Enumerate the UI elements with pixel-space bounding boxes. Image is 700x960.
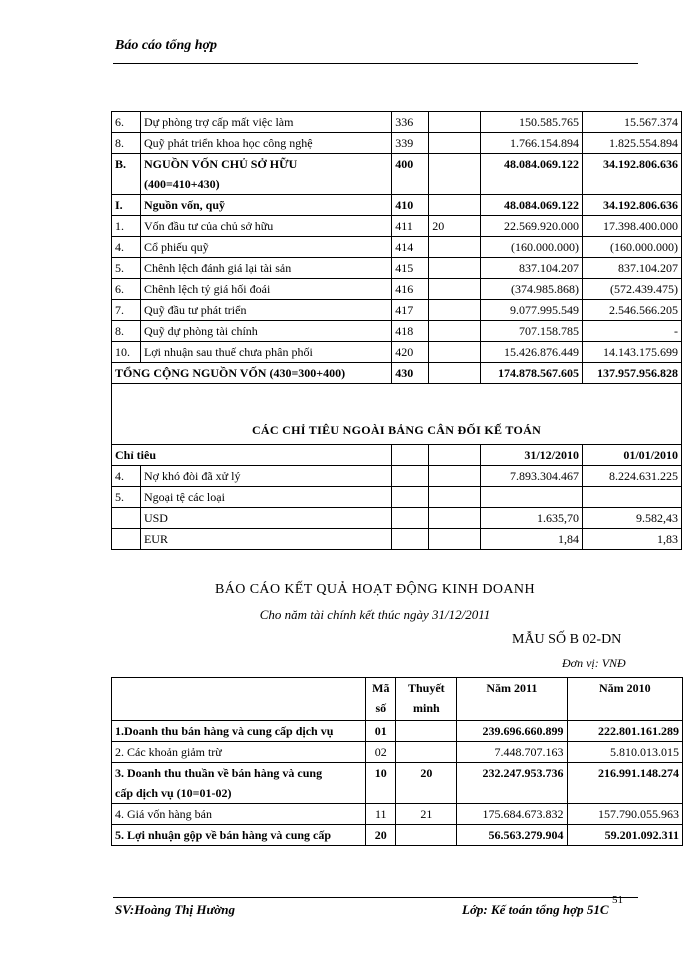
off-balance-value-begin (583, 487, 682, 508)
off-balance-code (392, 466, 429, 487)
income-code: 01 (366, 721, 396, 742)
income-value-2011: 175.684.673.832 (457, 804, 567, 825)
income-label (112, 721, 366, 742)
income-row (112, 763, 683, 804)
off-balance-label: Nợ khó đòi đã xử lý (140, 466, 391, 487)
row-note (429, 112, 481, 133)
balance-row (112, 154, 682, 195)
row-label (140, 195, 391, 216)
income-value-2011: 7.448.707.163 (457, 742, 567, 763)
income-row (112, 721, 683, 742)
row-code: 400 (392, 154, 429, 195)
row-note (429, 279, 481, 300)
income-value-2010: 5.810.013.015 (567, 742, 682, 763)
row-label-line1: Chênh lệch tỷ giá hối đoái (143, 282, 271, 296)
row-number: 4. (112, 237, 141, 258)
row-code: 418 (392, 321, 429, 342)
total-value-end: 174.878.567.605 (481, 363, 583, 384)
row-code: 415 (392, 258, 429, 279)
footer-divider (113, 897, 638, 898)
header-divider (113, 63, 638, 64)
income-label-line1: 5. Lợi nhuận gộp về bán hàng và cung cấp (115, 828, 332, 842)
total-value-begin: 137.957.956.828 (583, 363, 682, 384)
row-code: 410 (392, 195, 429, 216)
row-value-end: (160.000.000) (481, 237, 583, 258)
off-balance-value-end: 7.893.304.467 (481, 466, 583, 487)
income-value-2011: 56.563.279.904 (457, 825, 567, 846)
balance-row (112, 112, 682, 133)
row-value-begin: 34.192.806.636 (583, 154, 682, 195)
income-label-line1: 3. Doanh thu thuần về bán hàng và cung (115, 766, 323, 780)
row-value-end: 1.766.154.894 (481, 133, 583, 154)
off-balance-number: 4. (112, 466, 141, 487)
income-note: 21 (396, 804, 457, 825)
off-balance-label: EUR (140, 529, 391, 550)
row-value-end: 22.569.920.000 (481, 216, 583, 237)
income-note (396, 742, 457, 763)
total-code: 430 (392, 363, 429, 384)
row-code: 411 (392, 216, 429, 237)
income-note: 20 (396, 763, 457, 804)
balance-sheet-table (111, 111, 682, 550)
row-label-line1: Vốn đầu tư của chủ sở hữu (143, 219, 274, 233)
off-balance-header-code (392, 445, 429, 466)
row-value-begin: 837.104.207 (583, 258, 682, 279)
row-number: 7. (112, 300, 141, 321)
row-note (429, 342, 481, 363)
row-note (429, 195, 481, 216)
row-value-end: 15.426.876.449 (481, 342, 583, 363)
total-row (112, 363, 682, 384)
header-code (366, 678, 396, 721)
header-year-2010: Năm 2010 (567, 678, 682, 721)
row-label-line1: Dự phòng trợ cấp mất việc làm (143, 115, 294, 129)
income-header-row (112, 678, 683, 721)
row-note: 20 (429, 216, 481, 237)
income-code: 10 (366, 763, 396, 804)
off-balance-note (429, 487, 481, 508)
row-number: 1. (112, 216, 141, 237)
row-value-end: 150.585.765 (481, 112, 583, 133)
income-row (112, 742, 683, 763)
row-number: 10. (112, 342, 141, 363)
row-label-line1: Quỹ đầu tư phát triển (143, 303, 247, 317)
income-label-line2: cấp dịch vụ (10=01-02) (115, 786, 232, 800)
off-balance-value-begin: 8.224.631.225 (583, 466, 682, 487)
row-value-end: 707.158.785 (481, 321, 583, 342)
balance-row (112, 195, 682, 216)
balance-row (112, 133, 682, 154)
header-code-line1: Mã (372, 681, 390, 695)
row-code: 417 (392, 300, 429, 321)
income-statement-table (111, 677, 683, 846)
row-label (140, 300, 391, 321)
balance-row (112, 237, 682, 258)
row-value-begin: 17.398.400.000 (583, 216, 682, 237)
row-value-begin: 34.192.806.636 (583, 195, 682, 216)
income-label (112, 804, 366, 825)
row-label (140, 321, 391, 342)
off-balance-note (429, 508, 481, 529)
row-value-end: 48.084.069.122 (481, 154, 583, 195)
off-balance-row (112, 508, 682, 529)
row-code: 416 (392, 279, 429, 300)
income-label (112, 763, 366, 804)
row-note (429, 258, 481, 279)
income-value-2010: 216.991.148.274 (567, 763, 682, 804)
header-note-line1: Thuyết (407, 681, 445, 695)
row-note (429, 300, 481, 321)
off-balance-code (392, 487, 429, 508)
income-label-line1: 1.Doanh thu bán hàng và cung cấp dịch vụ (115, 724, 334, 738)
row-label-line1: Nguồn vốn, quỹ (143, 198, 226, 212)
row-label-line1: Lợi nhuận sau thuế chưa phân phối (143, 345, 313, 359)
row-number: 6. (112, 112, 141, 133)
row-value-end: 837.104.207 (481, 258, 583, 279)
balance-row (112, 279, 682, 300)
off-balance-value-begin: 9.582,43 (583, 508, 682, 529)
income-row (112, 825, 683, 846)
off-balance-code (392, 529, 429, 550)
off-balance-value-begin: 1,83 (583, 529, 682, 550)
row-number: 8. (112, 133, 141, 154)
income-label (112, 742, 366, 763)
row-label (140, 258, 391, 279)
income-value-2011: 239.696.660.899 (457, 721, 567, 742)
row-number: I. (112, 195, 141, 216)
page-number: 51 (612, 894, 623, 906)
off-balance-label: Ngoại tệ các loại (140, 487, 391, 508)
off-balance-note (429, 529, 481, 550)
income-value-2010: 222.801.161.289 (567, 721, 682, 742)
off-balance-note (429, 466, 481, 487)
header-note-line2: minh (412, 701, 440, 715)
off-balance-value-end (481, 487, 583, 508)
row-value-begin: 1.825.554.894 (583, 133, 682, 154)
income-code: 20 (366, 825, 396, 846)
income-code: 02 (366, 742, 396, 763)
row-label (140, 154, 391, 195)
off-balance-header-begin: 01/01/2010 (583, 445, 682, 466)
row-number: 6. (112, 279, 141, 300)
currency-unit: Đơn vị: VNĐ (562, 656, 626, 670)
row-label-line1: Quỹ phát triển khoa học công nghệ (143, 136, 313, 150)
off-balance-title-row (112, 384, 682, 445)
off-balance-header-row (112, 445, 682, 466)
row-note (429, 133, 481, 154)
report-subtitle: Cho năm tài chính kết thúc ngày 31/12/2011 (259, 607, 491, 622)
row-value-begin: (160.000.000) (583, 237, 682, 258)
income-value-2010: 157.790.055.963 (567, 804, 682, 825)
row-value-end: 48.084.069.122 (481, 195, 583, 216)
income-label-line1: 4. Giá vốn hàng bán (115, 807, 212, 821)
income-row (112, 804, 683, 825)
header-note (396, 678, 457, 721)
balance-row (112, 321, 682, 342)
off-balance-row (112, 466, 682, 487)
row-label-line1: NGUỒN VỐN CHỦ SỞ HỮU (143, 157, 298, 171)
row-note (429, 321, 481, 342)
income-label-line1: 2. Các khoản giảm trừ (115, 745, 222, 759)
off-balance-number (112, 508, 141, 529)
row-value-begin: 14.143.175.699 (583, 342, 682, 363)
row-number: 8. (112, 321, 141, 342)
off-balance-row (112, 529, 682, 550)
off-balance-number (112, 529, 141, 550)
income-note (396, 825, 457, 846)
income-label (112, 825, 366, 846)
row-label-line1: Cổ phiếu quỹ (143, 240, 209, 254)
row-value-end: (374.985.868) (481, 279, 583, 300)
row-value-end: 9.077.995.549 (481, 300, 583, 321)
income-value-2011: 232.247.953.736 (457, 763, 567, 804)
footer-class: Lớp: Kế toán tổng hợp 51C (462, 902, 609, 917)
row-note (429, 154, 481, 195)
off-balance-code (392, 508, 429, 529)
row-note (429, 237, 481, 258)
row-label (140, 112, 391, 133)
balance-row (112, 216, 682, 237)
off-balance-header-end: 31/12/2010 (481, 445, 583, 466)
form-number: MẪU SỐ B 02-DN (512, 632, 622, 647)
row-number: B. (112, 154, 141, 195)
row-label-line1: Chênh lệch đánh giá lại tài sản (143, 261, 292, 275)
row-value-begin: 15.567.374 (583, 112, 682, 133)
row-number: 5. (112, 258, 141, 279)
balance-row (112, 342, 682, 363)
header-year-2011: Năm 2011 (457, 678, 567, 721)
off-balance-row (112, 487, 682, 508)
row-label (140, 237, 391, 258)
row-label (140, 133, 391, 154)
row-code: 414 (392, 237, 429, 258)
row-label (140, 279, 391, 300)
row-label (140, 342, 391, 363)
balance-row (112, 300, 682, 321)
row-code: 336 (392, 112, 429, 133)
off-balance-number: 5. (112, 487, 141, 508)
footer-student: SV:Hoàng Thị Hường (115, 902, 235, 917)
balance-row (112, 258, 682, 279)
row-code: 420 (392, 342, 429, 363)
off-balance-value-end: 1.635,70 (481, 508, 583, 529)
off-balance-title: CÁC CHỈ TIÊU NGOÀI BẢNG CÂN ĐỐI KẾ TOÁN (112, 384, 682, 445)
row-label-line1: Quỹ dự phòng tài chính (143, 324, 258, 338)
header-blank (112, 678, 366, 721)
off-balance-header-label: Chỉ tiêu (112, 445, 392, 466)
header-code-line2: số (375, 701, 387, 715)
row-value-begin: 2.546.566.205 (583, 300, 682, 321)
off-balance-value-end: 1,84 (481, 529, 583, 550)
page-header-title: Báo cáo tổng hợp (115, 38, 218, 53)
row-label-line2: (400=410+430) (143, 177, 220, 191)
off-balance-label: USD (140, 508, 391, 529)
report-title: BÁO CÁO KẾT QUẢ HOẠT ĐỘNG KINH DOANH (215, 582, 535, 597)
income-code: 11 (366, 804, 396, 825)
row-label (140, 216, 391, 237)
income-note (396, 721, 457, 742)
total-note (429, 363, 481, 384)
off-balance-header-note (429, 445, 481, 466)
row-code: 339 (392, 133, 429, 154)
total-label: TỔNG CỘNG NGUỒN VỐN (430=300+400) (112, 363, 392, 384)
row-value-begin: - (583, 321, 682, 342)
income-value-2010: 59.201.092.311 (567, 825, 682, 846)
row-value-begin: (572.439.475) (583, 279, 682, 300)
